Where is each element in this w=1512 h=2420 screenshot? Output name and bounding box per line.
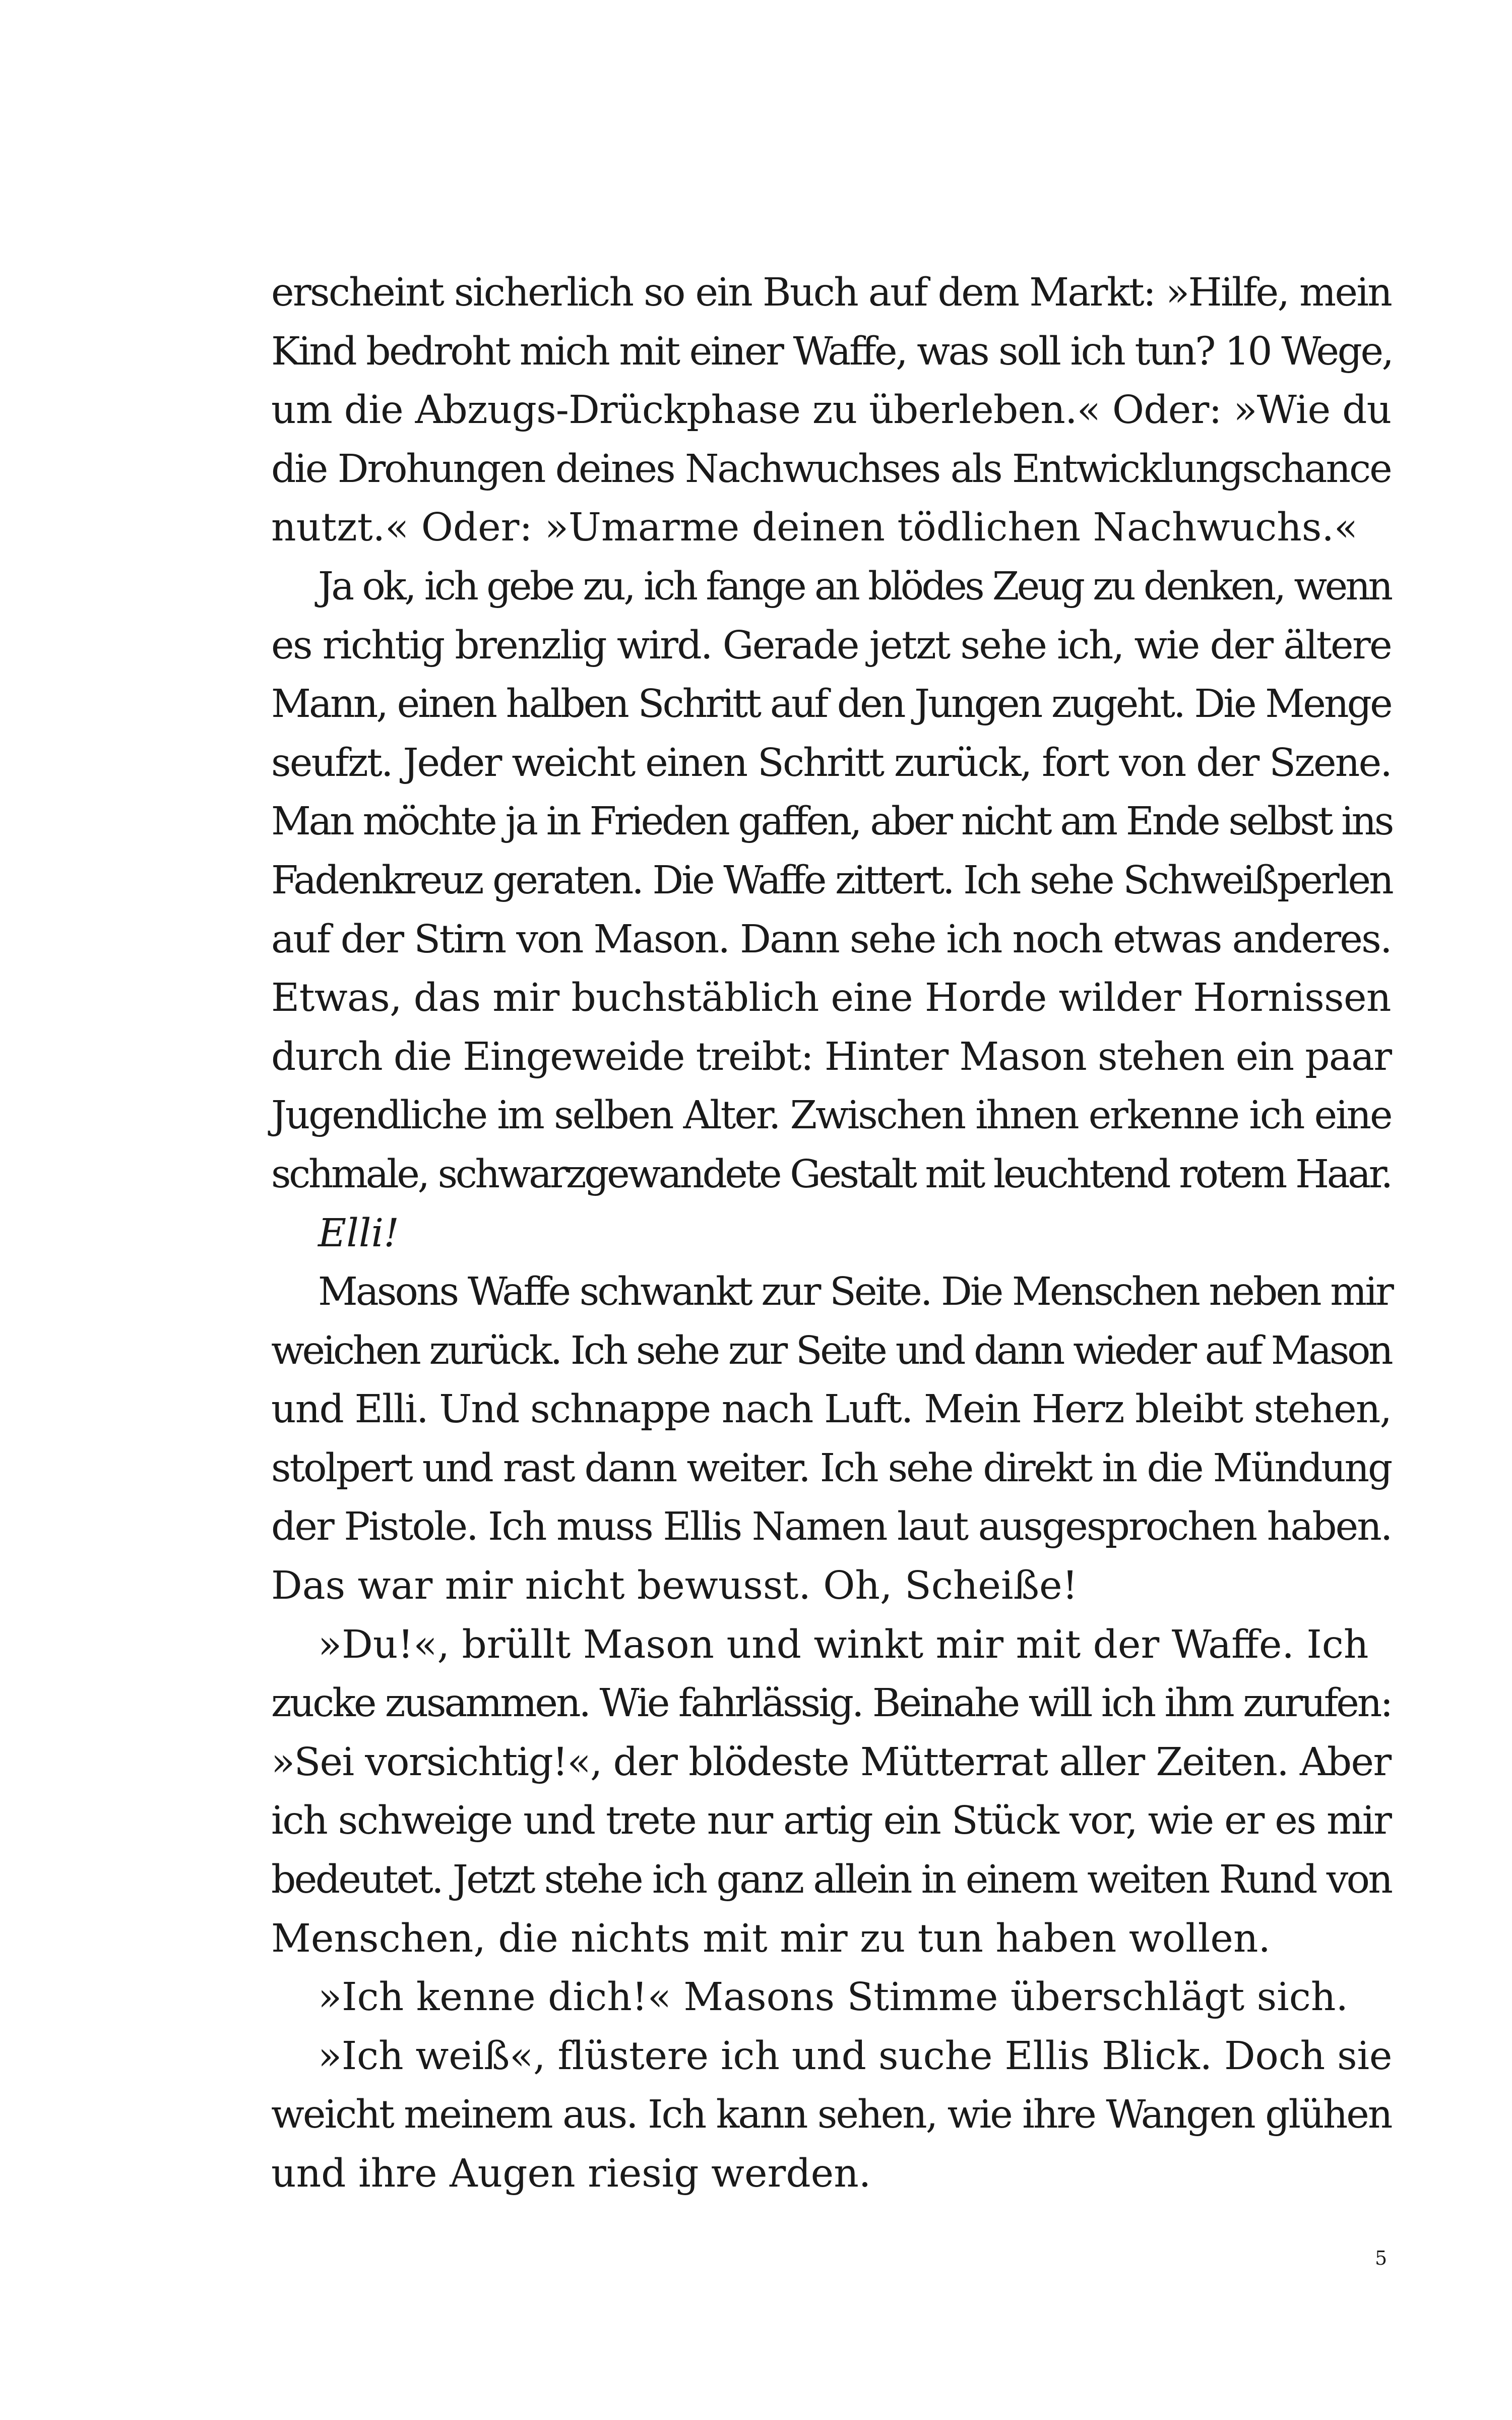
text-line: Fadenkreuz geraten. Die Waffe zittert. Ich sehe Schweißperlen (271, 858, 1392, 903)
text-line: Man möchte ja in Frieden gaffen, aber nicht am Ende selbst ins (271, 799, 1393, 844)
text-line: auf der Stirn von Mason. Dann sehe ich noch etwas anderes. (271, 917, 1391, 962)
text-line: durch die Eingeweide treibt: Hinter Mason stehen ein paar (271, 1034, 1392, 1079)
text-line: Menschen, die nichts mit mir zu tun haben wollen. (271, 1916, 1271, 1961)
text-line: Masons Waffe schwankt zur Seite. Die Menschen neben mir (318, 1269, 1392, 1315)
text-line: Mann, einen halben Schritt auf den Jungen zugeht. Die Menge (271, 682, 1391, 727)
text-line: Jugendliche im selben Alter. Zwischen ihnen erkenne ich eine (271, 1093, 1392, 1138)
text-line: und Elli. Und schnappe nach Luft. Mein Herz bleibt stehen, (271, 1387, 1392, 1432)
text-line: zucke zusammen. Wie fahrlässig. Beinahe will ich ihm zurufen: (271, 1681, 1392, 1726)
text-line: weicht meinem aus. Ich kann sehen, wie ihre Wangen glühen (271, 2092, 1392, 2138)
text-line: Etwas, das mir buchstäblich eine Horde wilder Hornissen (271, 976, 1391, 1021)
page-number: 5 (1375, 2247, 1388, 2269)
text-line: seufzt. Jeder weicht einen Schritt zurück, fort von der Szene. (271, 740, 1392, 785)
text-line: »Ich weiß«, flüstere ich und suche Ellis Blick. Doch sie (318, 2033, 1393, 2079)
text-line: erscheint sicherlich so ein Buch auf dem Markt: »Hilfe, mein (271, 270, 1392, 315)
text-line: der Pistole. Ich muss Ellis Namen laut ausgesprochen haben. (271, 1504, 1392, 1550)
text-line: »Sei vorsichtig!«, der blödeste Mütterrat aller Zeiten. Aber (271, 1739, 1391, 1785)
text-line: Das war mir nicht bewusst. Oh, Scheiße! (271, 1563, 1078, 1609)
text-line: ich schweige und trete nur artig ein Stück vor, wie er es mir (271, 1798, 1391, 1844)
text-line: »Ich kenne dich!« Masons Stimme überschlägt sich. (318, 1975, 1348, 2020)
text-line: um die Abzugs-Drückphase zu überleben.« Oder: »Wie du (271, 388, 1392, 433)
text-line: schmale, schwarzgewandete Gestalt mit leuchtend rotem Haar. (271, 1152, 1391, 1197)
text-line: die Drohungen deines Nachwuchses als Entwicklungschance (271, 446, 1391, 492)
text-line: und ihre Augen riesig werden. (271, 2151, 871, 2196)
text-line: es richtig brenzlig wird. Gerade jetzt sehe ich, wie der ältere (271, 623, 1392, 668)
text-line: stolpert und rast dann weiter. Ich sehe direkt in die Mündung (271, 1445, 1392, 1491)
text-line: Ja ok, ich gebe zu, ich fange an blödes Zeug zu denken, wenn (318, 564, 1391, 609)
text-line: Kind bedroht mich mit einer Waffe, was soll ich tun? 10 Wege, (271, 329, 1393, 374)
text-line: »Du!«, brüllt Mason und winkt mir mit der Waffe. Ich (318, 1622, 1369, 1667)
text-line: nutzt.« Oder: »Umarme deinen tödlichen Nachwuchs.« (271, 505, 1358, 551)
text-line: bedeutet. Jetzt stehe ich ganz allein in einem weiten Rund von (271, 1857, 1392, 1903)
text-line: weichen zurück. Ich sehe zur Seite und dann wieder auf Mason (271, 1328, 1392, 1373)
text-line: Elli! (318, 1211, 400, 1256)
body-text (271, 264, 1391, 2204)
